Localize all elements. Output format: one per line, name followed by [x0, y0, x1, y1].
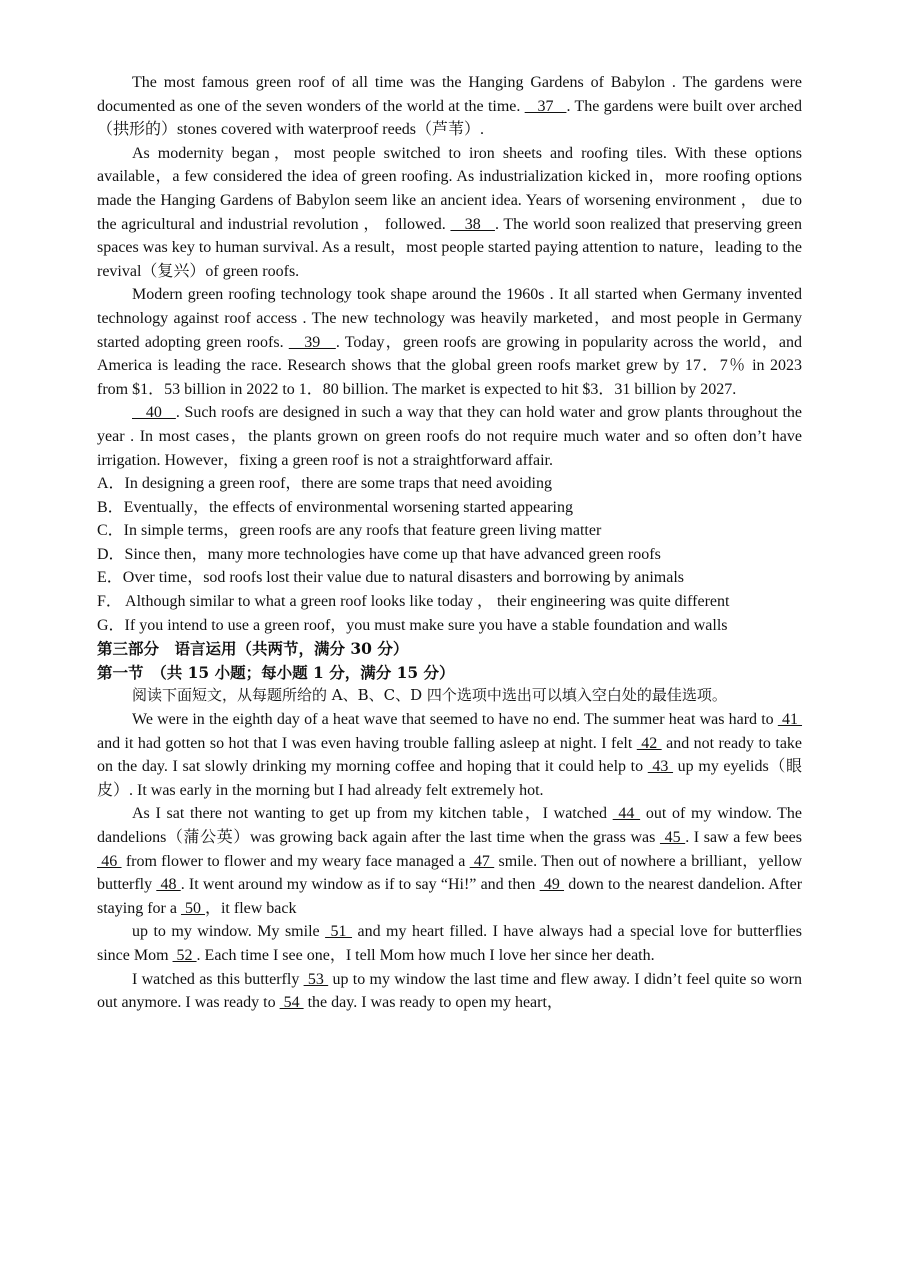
text-segment: We were in the eighth day of a heat wave that seemed to have no end. The summer heat was hard to [132, 711, 778, 729]
option-f: F． Although similar to what a green roof looks like today ， their engineering was quite different [97, 593, 730, 611]
answer-blank: 51 [325, 923, 353, 941]
answer-blank: 37 [524, 97, 567, 115]
text-segment: . The world soon realized that preserving green spaces was key to human survival. As a result，most people started paying attention to nature，leading to the revival（复兴）of green roofs. [97, 215, 802, 280]
text-segment: the day. I was ready to open my heart， [303, 994, 563, 1012]
answer-blank: 41 [777, 711, 803, 729]
passage2-paragraph-2 [97, 802, 802, 920]
text-segment: up my eyelids（眼皮）. It was early in the morning but I had already felt extremely hot. [97, 758, 803, 799]
answer-blank: 45 [659, 829, 686, 846]
section-heading: 第三部分 语言运用（共两节，满分 30 分） [97, 639, 409, 659]
text-segment: up to my window the last time and flew away. I didn’t feel quite so worn out anymore. I was ready to [97, 970, 803, 1012]
option-g: G．If you intend to use a green roof，you must make sure you have a stable foundation and walls [97, 616, 728, 634]
answer-blank: 43 [647, 758, 674, 776]
option-e: E．Over time，sod roofs lost their value due to natural disasters and borrowing by animals [97, 569, 684, 587]
answer-blank: 50 [180, 899, 205, 917]
text-segment: and not ready to take on the day. I sat slowly drinking my morning coffee and hoping that it could help to [97, 734, 803, 776]
text-segment: down to the nearest dandelion. After staying for a [97, 876, 803, 917]
answer-blank: 48 [156, 876, 181, 894]
text-segment: . I saw a few bees [685, 829, 802, 846]
passage1-paragraph-2 [97, 142, 802, 284]
answer-blank: 44 [612, 805, 641, 823]
subsection-heading: 第一节 （共 15 小题；每小题 1 分，满分 15 分） [97, 662, 455, 682]
text-segment: and it had gotten so hot that I was even having trouble falling asleep at night. I felt [97, 734, 637, 752]
text-segment: from flower to flower and my weary face managed a [121, 852, 470, 870]
text-segment: ，it flew back [204, 899, 297, 917]
option-d: D．Since then，many more technologies have come up that have advanced green roofs [97, 545, 661, 563]
answer-blank: 46 [97, 852, 122, 870]
exam-page [97, 71, 802, 1015]
option-b: B．Eventually，the effects of environmental worsening started appearing [97, 498, 574, 516]
option-c: C．In simple terms，green roofs are any roofs that feature green living matter [97, 522, 602, 540]
answer-blank: 49 [539, 876, 565, 894]
text-segment: smile. Then out of nowhere a brilliant，yellow butterfly [97, 852, 803, 894]
passage1-paragraph-1 [97, 71, 802, 142]
option-a: A．In designing a green roof，there are some traps that need avoiding [97, 475, 552, 493]
text-segment: . Today，green roofs are growing in popularity across the world，and America is leading the race. Research shows that the global green roofs market grew by 17．7％ in 2023 from $1．53 billion in 2022 to 1．80 billion. The market is expected to hit $3．31 billion by 2027. [97, 333, 803, 398]
text-segment: . The gardens were built over arched（拱形的）stones covered with waterproof reeds（芦苇）. [97, 97, 803, 139]
answer-blank: 40 [132, 404, 176, 422]
text-segment: Modern green roofing technology took shape around the 1960s . It all started when Germany invented technology against roof access . The new technology was heavily marketed，and most people in Germany started adopting green roofs. [97, 286, 802, 351]
answer-blank: 53 [303, 970, 329, 988]
text-segment: The most famous green roof of all time was the Hanging Gardens of Babylon . The gardens were documented as one of the seven wonders of the world at the time. [97, 74, 802, 115]
answer-blank: 52 [172, 946, 197, 964]
answer-blank: 47 [469, 852, 495, 870]
passage2-paragraph-4 [97, 968, 802, 1015]
text-segment: up to my window. My smile [132, 923, 326, 941]
passage1-paragraph-4 [97, 401, 802, 472]
passage2-paragraph-3 [97, 920, 802, 967]
text-segment: out of my window. The dandelions（蒲公英）was growing back again after the last time when the grass was [97, 805, 803, 846]
text-segment: As I sat there not wanting to get up from my kitchen table，I watched [132, 805, 613, 823]
answer-blank: 38 [450, 215, 495, 233]
text-segment: I watched as this butterfly [132, 970, 304, 988]
answer-blank: 42 [636, 734, 662, 752]
answer-blank: 54 [279, 994, 304, 1012]
text-segment: As modernity began，most people switched to iron sheets and roofing tiles. With these options available，a few considered the idea of green roofing. As industrialization kicked in，more roofing options made the Hanging Gardens of Babylon seem like an ancient idea. Years of worsening environment ， due to the agricultural and industrial revolution ， followed. [97, 144, 802, 233]
text-segment: and my heart filled. I have always had a special love for butterflies since Mom [97, 923, 803, 964]
passage1-paragraph-3 [97, 283, 802, 401]
text-segment: . Each time I see one，I tell Mom how much I love her since her death. [196, 946, 655, 964]
answer-blank: 39 [288, 333, 336, 351]
text-segment: . It went around my window as if to say “Hi!” and then [180, 876, 540, 894]
text-segment: . Such roofs are designed in such a way that they can hold water and grow plants throughout the year . In most cases，the plants grown on green roofs do not require much water and so often don’t have irrigation. However，fixing a green roof is not a straightforward affair. [97, 404, 802, 469]
instruction-text: 阅读下面短文，从每题所给的 A、B、C、D 四个选项中选出可以填入空白处的最佳选项。 [132, 686, 727, 705]
passage2-paragraph-1 [97, 708, 802, 802]
